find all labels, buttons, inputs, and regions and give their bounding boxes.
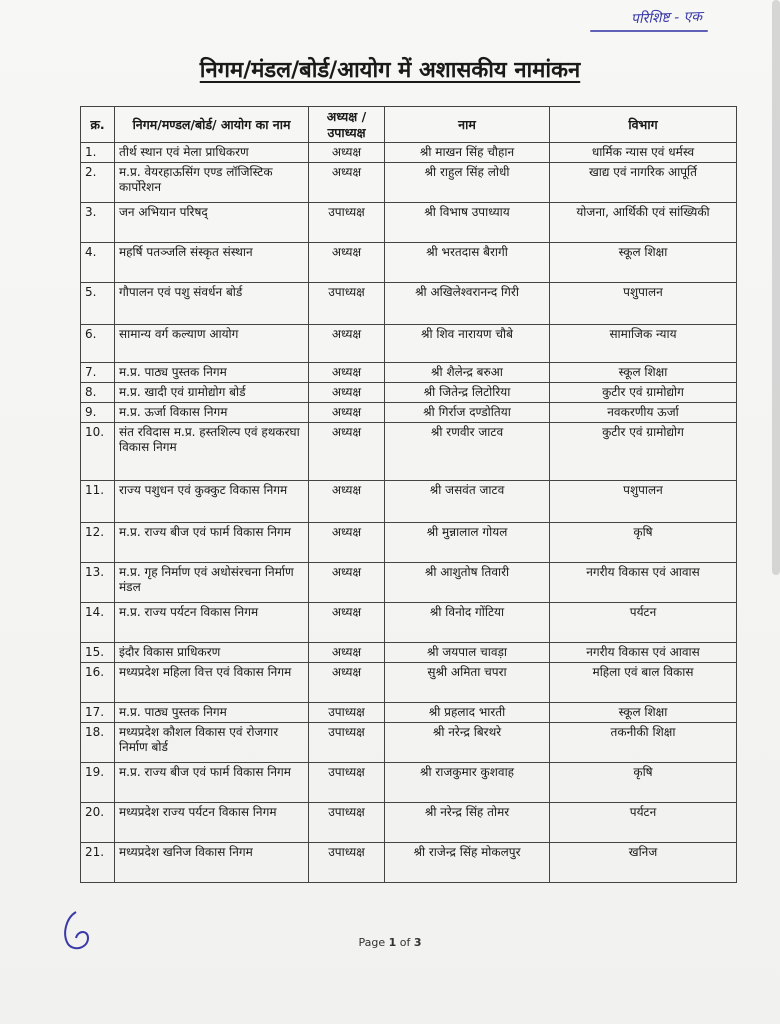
row-name: श्री जितेन्द्र लिटोरिया xyxy=(385,383,550,403)
row-organization: म.प्र. वेयरहाऊसिंग एण्ड लॉजिस्टिक कार्पोरेशन xyxy=(115,163,309,203)
row-department: कुटीर एवं ग्रामोद्योग xyxy=(550,383,737,403)
row-serial: 9. xyxy=(81,403,115,423)
row-name: श्री जयपाल चावड़ा xyxy=(385,643,550,663)
row-post: अध्यक्ष xyxy=(309,423,385,481)
row-organization: मध्यप्रदेश खनिज विकास निगम xyxy=(115,843,309,883)
row-serial: 7. xyxy=(81,363,115,383)
table-header-row xyxy=(81,107,737,143)
row-name: श्री गिर्राज दण्डोतिया xyxy=(385,403,550,423)
table-row xyxy=(81,643,737,663)
row-post: अध्यक्ष xyxy=(309,143,385,163)
row-name: श्री माखन सिंह चौहान xyxy=(385,143,550,163)
row-name: श्री जसवंत जाटव xyxy=(385,481,550,523)
row-organization: गौपालन एवं पशु संवर्धन बोर्ड xyxy=(115,283,309,325)
table-row xyxy=(81,663,737,703)
row-department: स्कूल शिक्षा xyxy=(550,703,737,723)
row-organization: जन अभियान परिषद् xyxy=(115,203,309,243)
table-row xyxy=(81,363,737,383)
row-organization: संत रविदास म.प्र. हस्तशिल्प एवं हथकरघा विकास निगम xyxy=(115,423,309,481)
row-serial: 18. xyxy=(81,723,115,763)
row-serial: 11. xyxy=(81,481,115,523)
row-department: नगरीय विकास एवं आवास xyxy=(550,643,737,663)
table-row xyxy=(81,723,737,763)
row-organization: महर्षि पतञ्जलि संस्कृत संस्थान xyxy=(115,243,309,283)
row-name: श्री राजकुमार कुशवाह xyxy=(385,763,550,803)
row-department: योजना, आर्थिकी एवं सांख्यिकी xyxy=(550,203,737,243)
row-organization: म.प्र. राज्य पर्यटन विकास निगम xyxy=(115,603,309,643)
row-serial: 21. xyxy=(81,843,115,883)
row-organization: म.प्र. राज्य बीज एवं फार्म विकास निगम xyxy=(115,763,309,803)
table-row xyxy=(81,481,737,523)
row-serial: 10. xyxy=(81,423,115,481)
row-post: उपाध्यक्ष xyxy=(309,203,385,243)
row-name: श्री रणवीर जाटव xyxy=(385,423,550,481)
table-row xyxy=(81,563,737,603)
row-serial: 8. xyxy=(81,383,115,403)
row-organization: राज्य पशुधन एवं कुक्कुट विकास निगम xyxy=(115,481,309,523)
row-organization: म.प्र. पाठ्य पुस्तक निगम xyxy=(115,703,309,723)
row-post: अध्यक्ष xyxy=(309,383,385,403)
row-post: अध्यक्ष xyxy=(309,403,385,423)
row-department: तकनीकी शिक्षा xyxy=(550,723,737,763)
nominations-table xyxy=(80,106,737,883)
row-department: कुटीर एवं ग्रामोद्योग xyxy=(550,423,737,481)
table-row xyxy=(81,143,737,163)
row-serial: 6. xyxy=(81,325,115,363)
table-body xyxy=(81,143,737,883)
row-name: श्री राहुल सिंह लोधी xyxy=(385,163,550,203)
table-row xyxy=(81,803,737,843)
row-department: धार्मिक न्यास एवं धर्मस्व xyxy=(550,143,737,163)
row-name: श्री नरेन्द्र सिंह तोमर xyxy=(385,803,550,843)
row-organization: इंदौर विकास प्राधिकरण xyxy=(115,643,309,663)
row-name: श्री मुन्नालाल गोयल xyxy=(385,523,550,563)
table-row xyxy=(81,523,737,563)
row-name: श्री शिव नारायण चौबे xyxy=(385,325,550,363)
row-department: कृषि xyxy=(550,763,737,803)
row-serial: 5. xyxy=(81,283,115,325)
row-organization: म.प्र. गृह निर्माण एवं अधोसंरचना निर्माण मंडल xyxy=(115,563,309,603)
row-department: पर्यटन xyxy=(550,803,737,843)
row-department: स्कूल शिक्षा xyxy=(550,363,737,383)
row-department: नवकरणीय ऊर्जा xyxy=(550,403,737,423)
footer-current-page: 1 xyxy=(388,936,397,949)
row-department: खाद्य एवं नागरिक आपूर्ति xyxy=(550,163,737,203)
row-name: श्री शैलेन्द्र बरुआ xyxy=(385,363,550,383)
row-name: श्री अखिलेश्वरानन्द गिरी xyxy=(385,283,550,325)
row-organization: मध्यप्रदेश कौशल विकास एवं रोजगार निर्माण बोर्ड xyxy=(115,723,309,763)
row-name: श्री प्रहलाद भारती xyxy=(385,703,550,723)
row-name: श्री विभाष उपाध्याय xyxy=(385,203,550,243)
row-department: कृषि xyxy=(550,523,737,563)
row-department: स्कूल शिक्षा xyxy=(550,243,737,283)
row-post: अध्यक्ष xyxy=(309,643,385,663)
header-name: नाम xyxy=(385,107,550,143)
row-name: श्री नरेन्द्र बिरथरे xyxy=(385,723,550,763)
row-post: अध्यक्ष xyxy=(309,325,385,363)
row-organization: मध्यप्रदेश महिला वित्त एवं विकास निगम xyxy=(115,663,309,703)
table-row xyxy=(81,383,737,403)
table-row xyxy=(81,423,737,481)
page-title: निगम/मंडल/बोर्ड/आयोग में अशासकीय नामांकन xyxy=(199,58,581,83)
row-serial: 16. xyxy=(81,663,115,703)
header-serial: क्र. xyxy=(81,107,115,143)
row-post: अध्यक्ष xyxy=(309,603,385,643)
row-post: अध्यक्ष xyxy=(309,363,385,383)
row-name: श्री राजेन्द्र सिंह मोकलपुर xyxy=(385,843,550,883)
row-organization: म.प्र. पाठ्य पुस्तक निगम xyxy=(115,363,309,383)
row-serial: 3. xyxy=(81,203,115,243)
row-organization: म.प्र. राज्य बीज एवं फार्म विकास निगम xyxy=(115,523,309,563)
row-name: श्री आशुतोष तिवारी xyxy=(385,563,550,603)
table-row xyxy=(81,163,737,203)
row-serial: 17. xyxy=(81,703,115,723)
table-row xyxy=(81,603,737,643)
footer-of: of xyxy=(396,936,414,949)
row-department: नगरीय विकास एवं आवास xyxy=(550,563,737,603)
row-organization: म.प्र. ऊर्जा विकास निगम xyxy=(115,403,309,423)
row-post: अध्यक्ष xyxy=(309,663,385,703)
row-post: अध्यक्ष xyxy=(309,563,385,603)
row-serial: 14. xyxy=(81,603,115,643)
row-serial: 15. xyxy=(81,643,115,663)
row-post: अध्यक्ष xyxy=(309,163,385,203)
row-post: उपाध्यक्ष xyxy=(309,283,385,325)
row-department: महिला एवं बाल विकास xyxy=(550,663,737,703)
row-serial: 4. xyxy=(81,243,115,283)
row-post: उपाध्यक्ष xyxy=(309,843,385,883)
row-organization: म.प्र. खादी एवं ग्रामोद्योग बोर्ड xyxy=(115,383,309,403)
row-post: अध्यक्ष xyxy=(309,481,385,523)
table-row xyxy=(81,763,737,803)
page-footer xyxy=(0,936,780,949)
header-organization: निगम/मण्डल/बोर्ड/ आयोग का नाम xyxy=(115,107,309,143)
table-row xyxy=(81,703,737,723)
table-row xyxy=(81,843,737,883)
row-organization: तीर्थ स्थान एवं मेला प्राधिकरण xyxy=(115,143,309,163)
row-post: अध्यक्ष xyxy=(309,243,385,283)
row-serial: 2. xyxy=(81,163,115,203)
annotation-underline xyxy=(590,30,708,32)
row-post: उपाध्यक्ष xyxy=(309,763,385,803)
row-name: सुश्री अमिता चपरा xyxy=(385,663,550,703)
row-department: खनिज xyxy=(550,843,737,883)
row-department: सामाजिक न्याय xyxy=(550,325,737,363)
footer-total-pages: 3 xyxy=(413,936,422,949)
table-row xyxy=(81,403,737,423)
row-serial: 12. xyxy=(81,523,115,563)
row-post: अध्यक्ष xyxy=(309,523,385,563)
table-row xyxy=(81,325,737,363)
row-name: श्री विनोद गोंटिया xyxy=(385,603,550,643)
row-post: उपाध्यक्ष xyxy=(309,703,385,723)
row-post: उपाध्यक्ष xyxy=(309,723,385,763)
scrollbar[interactable] xyxy=(772,0,780,575)
row-post: उपाध्यक्ष xyxy=(309,803,385,843)
row-department: पशुपालन xyxy=(550,283,737,325)
handwritten-annotation: परिशिष्ट - एक xyxy=(630,8,703,28)
header-department: विभाग xyxy=(550,107,737,143)
table-row xyxy=(81,203,737,243)
row-serial: 1. xyxy=(81,143,115,163)
table-row xyxy=(81,283,737,325)
row-department: पर्यटन xyxy=(550,603,737,643)
row-organization: सामान्य वर्ग कल्याण आयोग xyxy=(115,325,309,363)
table-row xyxy=(81,243,737,283)
row-organization: मध्यप्रदेश राज्य पर्यटन विकास निगम xyxy=(115,803,309,843)
row-serial: 20. xyxy=(81,803,115,843)
header-post: अध्यक्ष / उपाध्यक्ष xyxy=(309,107,385,143)
footer-prefix: Page xyxy=(358,936,389,949)
row-department: पशुपालन xyxy=(550,481,737,523)
row-name: श्री भरतदास बैरागी xyxy=(385,243,550,283)
row-serial: 13. xyxy=(81,563,115,603)
row-serial: 19. xyxy=(81,763,115,803)
